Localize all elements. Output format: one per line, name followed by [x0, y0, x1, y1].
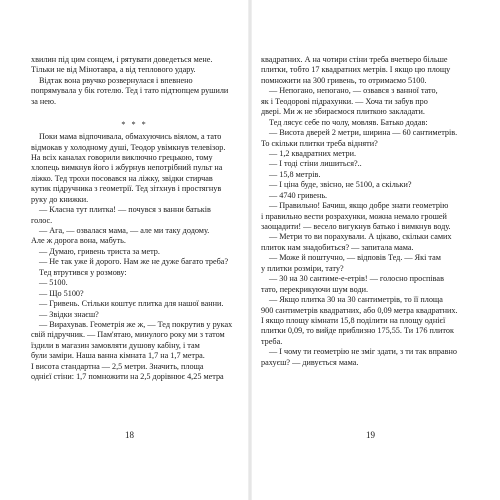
left-page-text	[31, 55, 238, 383]
text-line: — Вирахував. Геометрія же ж, — Тед покрутив у руках	[39, 319, 233, 329]
text-line: — Що 5100?	[39, 288, 84, 298]
text-line: — Гривень. Стільки коштує плитка для нашої ванни.	[39, 299, 224, 309]
text-line: — Висота дверей 2 метри, ширина — 60 сантиметрів.	[269, 128, 458, 138]
text-line: — І чому ти геометрію не зміг здати, з ти так вправно	[269, 347, 457, 357]
text-line: — Непогано, непогано, — озвався з ванної тато,	[269, 86, 438, 96]
text-line: — Якщо плитка 30 на 30 сантиметрів, то її площа	[269, 295, 443, 305]
text-line: — 1,2 квадратних метри.	[269, 148, 357, 158]
text-line: голос.	[31, 215, 53, 225]
right-page	[250, 0, 500, 500]
text-line: попрямувала у бік готелю. Тед і тато підтюпцем рушили	[31, 86, 229, 96]
text-line: І якщо площу кімнати 15,8 поділити на площу однієї	[261, 315, 446, 325]
text-line: плитки 0,09, то вийде приблизно 175,55. Ти 176 плиток	[261, 326, 454, 336]
text-line: 900 сантиметрів квадратних, або 0,09 метра квадратних.	[261, 305, 458, 315]
text-line: — Думаю, гривень триста за метр.	[39, 246, 160, 256]
text-line: — Класна тут плитка! — почувся з ванни батьків	[39, 205, 211, 215]
section-separator: * * *	[121, 119, 148, 129]
text-line: були заміри. Наша ванна кімната 1,7 на 1,7 метра.	[31, 351, 205, 361]
text-line: як і Теодорові підрахунки. — Хоча ти забув про	[261, 96, 428, 106]
text-line: — Звідки знаєш?	[39, 309, 99, 319]
text-line: — Метри то ви порахували. А цікаво, скільки самих	[269, 232, 452, 242]
text-line: заощадити! — весело вигукнув батько і вимкнув воду.	[261, 222, 451, 231]
text-line: — І ціна буде, звісно, не 5100, а скільки?	[269, 180, 412, 190]
text-line: То скільки плитки треба відняти?	[261, 138, 378, 148]
text-line: — Може й поштучно, — відповів Тед. — Які там	[269, 253, 441, 263]
text-line: — 5100.	[39, 278, 68, 288]
text-line: — 4740 гривень.	[269, 190, 328, 200]
text-line: Відтак вона рвучко розвернулася і впевнено	[39, 75, 193, 85]
text-line: хвилин під цим сонцем, і рятувати доведеться мене.	[31, 55, 213, 64]
text-line: Але ж дорога вона, мабуть.	[31, 236, 126, 246]
text-line: плиток нам знадобиться? — запитала мама.	[261, 242, 414, 252]
text-line: хлопець вимкнув його і жбурнув непотрібний пульт на	[31, 163, 223, 173]
text-line: ліжко. Тед трохи посовався на ліжку, звідки стирчав	[31, 173, 213, 183]
text-line: — І тоді стіни лишиться?..	[269, 159, 362, 169]
text-line: плитки, тобто 17 квадратних метрів. І якщо цю площу	[261, 65, 451, 75]
text-line: Поки мама відпочивала, обмахуючись віялом, а тато	[39, 132, 222, 142]
text-line: однієї стіни: 1,7 помножити на 2,5 дорівнює 4,25 метра	[31, 372, 224, 382]
right-page-text	[261, 55, 478, 368]
text-line: — 15,8 метрів.	[269, 169, 321, 179]
blank-line	[31, 107, 238, 117]
text-line: помножити на 300 гривень, то отримаємо 5100.	[261, 75, 427, 85]
text-line: рахуєш? — дивується мама.	[261, 357, 359, 367]
text-line: тато, перекрикуючи шум води.	[261, 284, 369, 294]
text-line: у плитки розміри, тату?	[261, 263, 344, 273]
left-page-number: 18	[125, 430, 134, 440]
text-line: і правильно вести розрахунки, можна немало грошей	[261, 211, 447, 221]
text-line: квадратних. А на чотири стіни треба вчетверо більше	[261, 55, 448, 64]
text-line: І висота стандартна — 2,5 метри. Значить, площа	[31, 361, 204, 371]
text-line: Тед лясує себе по чолу, мовляв. Батько додав:	[269, 117, 428, 127]
text-line: руку до книжки.	[31, 194, 89, 204]
text-line: за нею.	[31, 96, 57, 106]
text-line: — Не так уже й дорого. Нам же не дуже багато треба?	[39, 257, 229, 267]
text-line: — Правильно! Бачиш, якщо добре знати геометрію	[269, 201, 449, 211]
text-line: треба.	[261, 336, 283, 346]
text-line: двері. Ми ж не збираємося плиткою закладати.	[261, 107, 425, 117]
text-line: відмокав у холодному душі, Теодор увімкнув телевізор.	[31, 142, 226, 152]
text-line: — 30 на 30 сантиме-е-етрів! — голосно проспівав	[269, 274, 444, 284]
text-line: Тед втрутився у розмову:	[39, 267, 127, 277]
right-page-number: 19	[366, 430, 375, 440]
text-line: На всіх каналах говорили виключно грецькою, тому	[31, 152, 213, 162]
text-line: кутик підручника з геометрії. Тед зітхнув і простягнув	[31, 184, 222, 194]
text-line: свій підручник. — Пам'ятаю, минулого року ми з татом	[31, 330, 225, 340]
text-line: — Ага, — озвалася мама, — але ми таку додому.	[39, 226, 210, 235]
text-line: їздили в магазин замовляти душову кабіну, і там	[31, 340, 200, 350]
text-line: Тільки не від Мінотавра, а від теплового удару.	[31, 65, 196, 75]
